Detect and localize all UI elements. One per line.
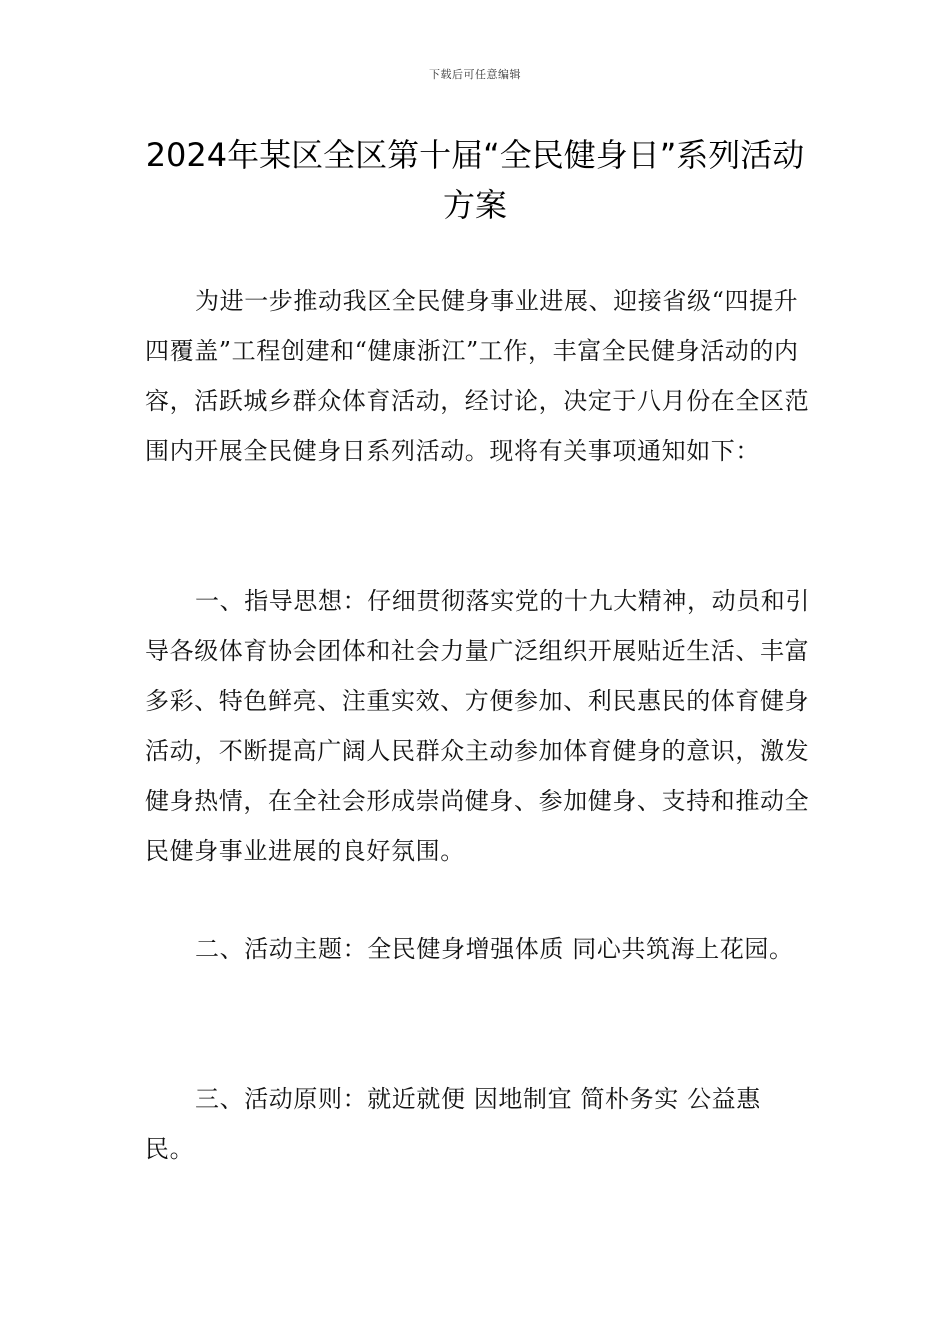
intro-paragraph: 为进一步推动我区全民健身事业进展、迎接省级“四提升四覆盖”工程创建和“健康浙江”工作，丰富全民健身活动的内容，活跃城乡群众体育活动，经讨论，决定于八月份在全区范围内开展全民健身日系列活动。现将有关事项通知如下： <box>145 287 810 465</box>
section-two-paragraph: 二、活动主题：全民健身增强体质 同心共筑海上花园。 <box>195 935 794 963</box>
section-one-paragraph: 一、指导思想：仔细贯彻落实党的十九大精神，动员和引导各级体育协会团体和社会力量广泛组织开展贴近生活、丰富多彩、特色鲜亮、注重实效、方便参加、利民惠民的体育健身活动，不断提高广阔人民群众主动参加体育健身的意识，激发健身热情，在全社会形成崇尚健身、参加健身、支持和推动全民健身事业进展的良好氛围。 <box>145 587 810 865</box>
header-note: 下载后可任意编辑 <box>429 68 521 81</box>
section-three-paragraph: 三、活动原则：就近就便 因地制宜 简朴务实 公益惠民。 <box>145 1085 761 1163</box>
document-title: 2024年某区全区第十届“全民健身日”系列活动方案 <box>145 136 805 224</box>
